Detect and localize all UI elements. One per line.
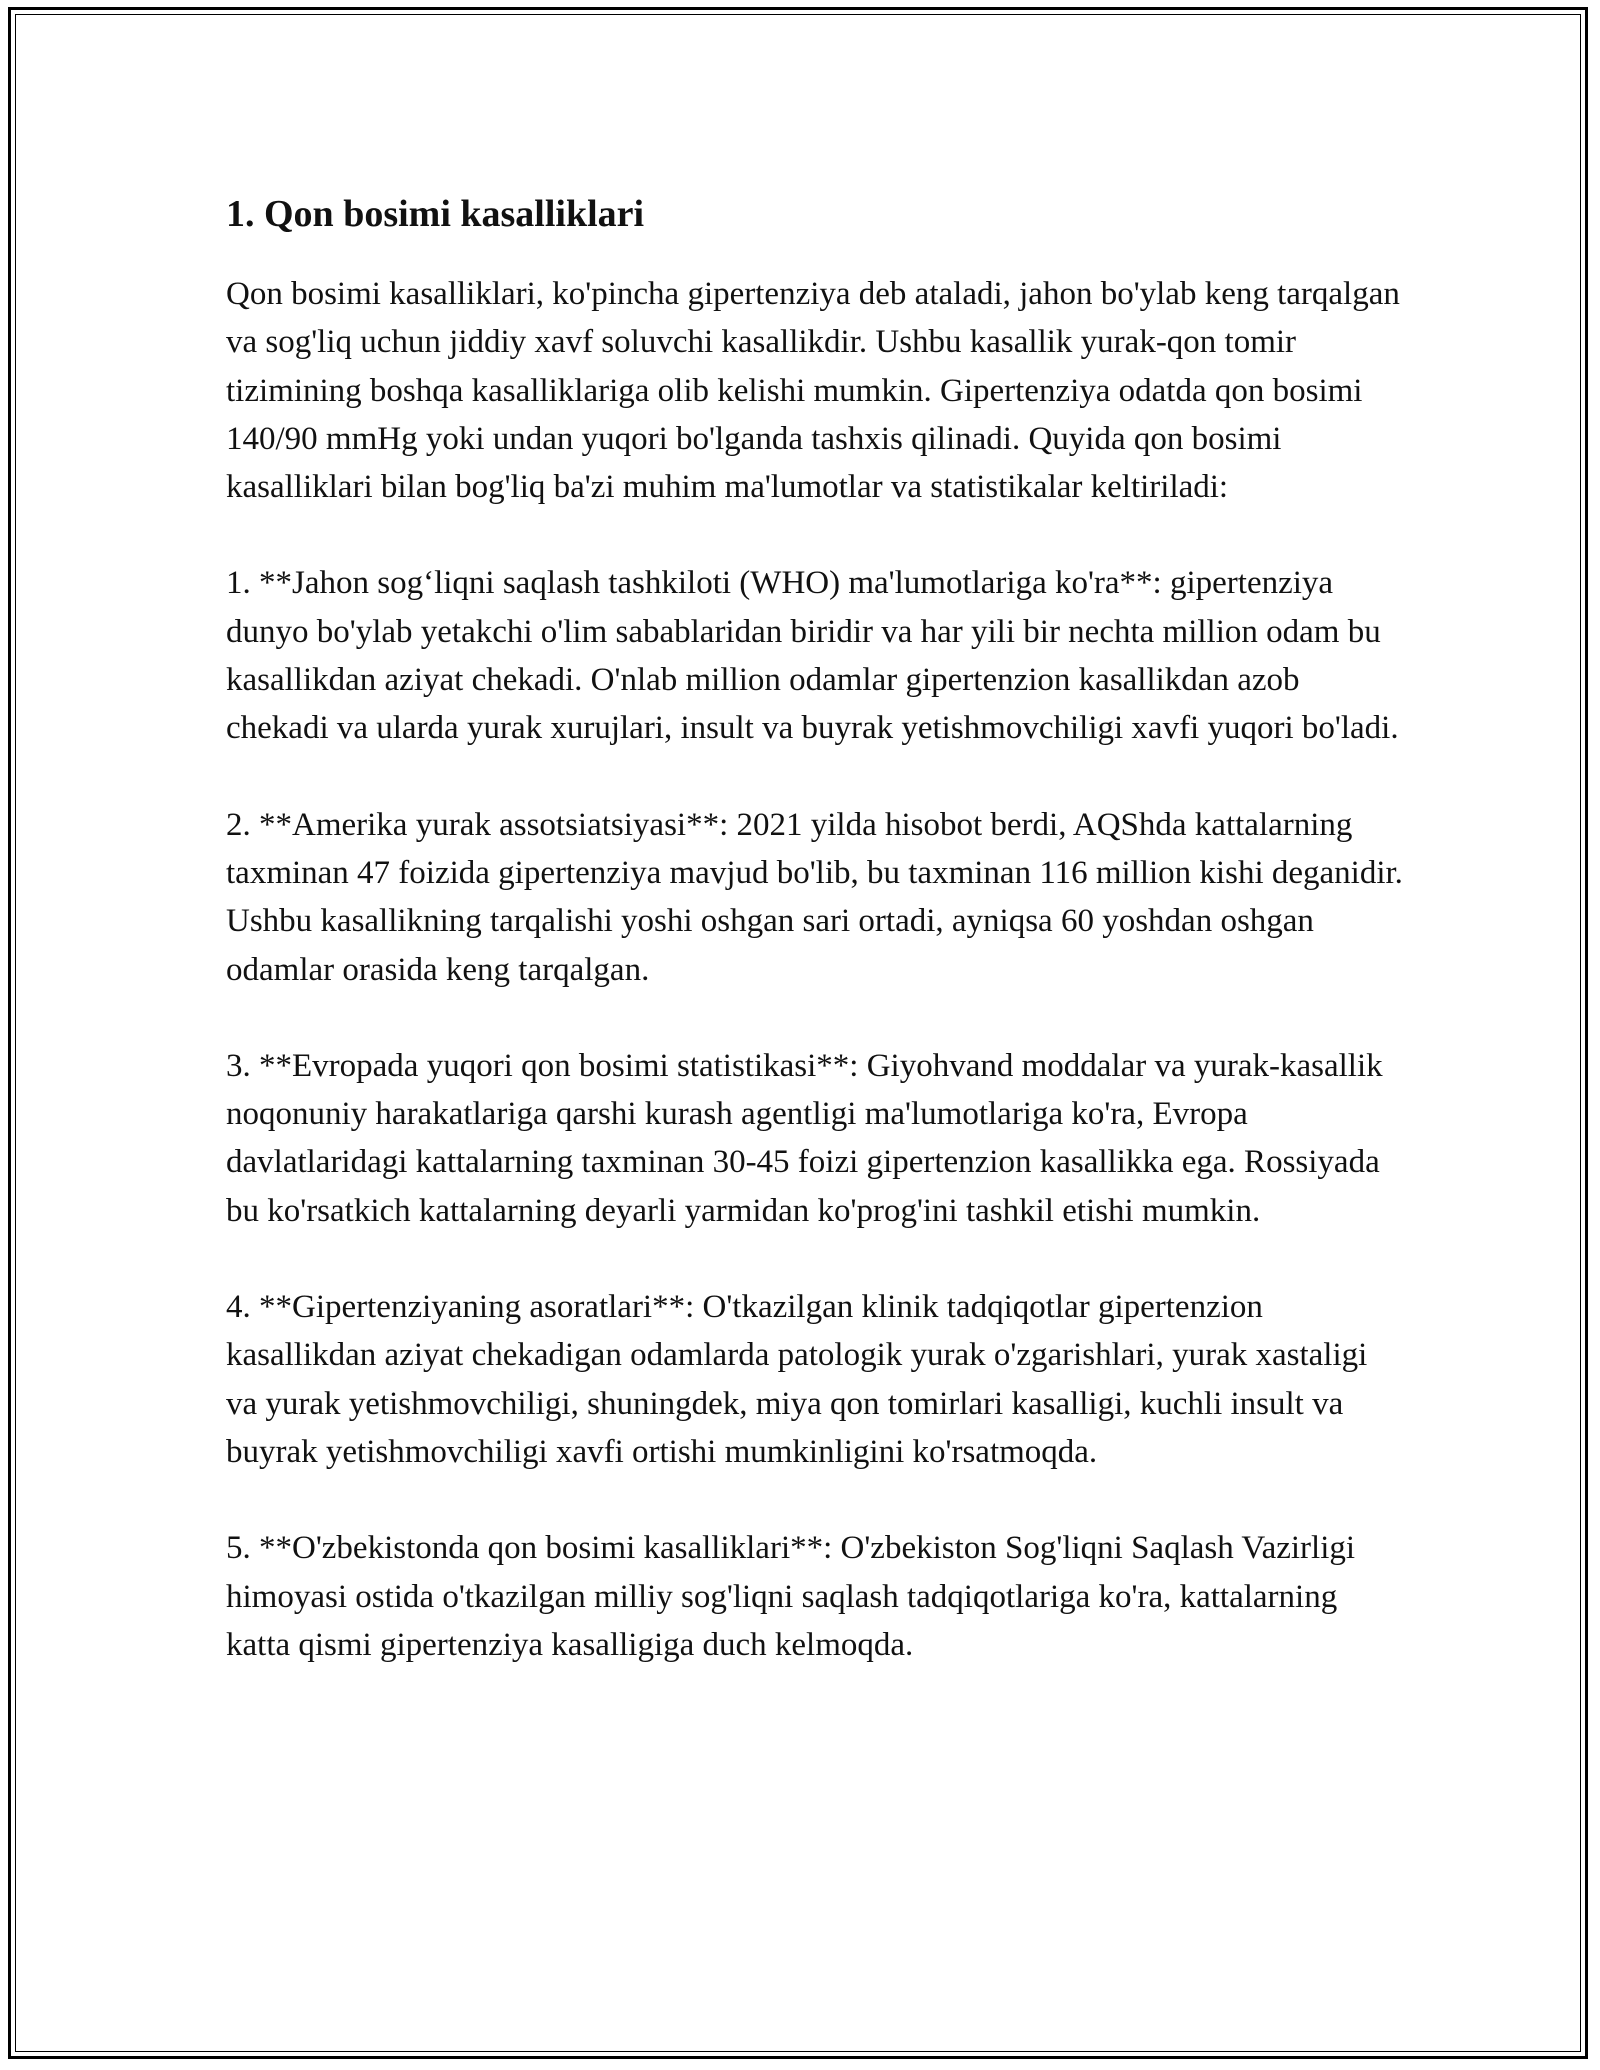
paragraph-aha: 2. **Amerika yurak assotsiatsiyasi**: 2021 yilda hisobot berdi, AQShda kattalarning taxminan 47 foizida gipertenziya mavjud bo'lib, bu taxminan 116 million kishi deganidir. Ushbu kasallikning tarqalishi yoshi oshgan sari ortadi, ayniqsa 60 yoshdan oshgan odamlar orasida keng tarqalgan. (226, 806, 1403, 988)
paragraph-who: 1. **Jahon sog‘liqni saqlash tashkiloti (WHO) ma'lumotlariga ko'ra**: gipertenziya dunyo bo'ylab yetakchi o'lim sabablaridan biridir va har yili bir nechta million odam bu kasallikdan aziyat chekadi. O'nlab million odamlar gipertenzion kasallikdan azob chekadi va ularda yurak xurujlari, insult va buyrak yetishmovchiligi xavfi yuqori bo'ladi. (226, 565, 1399, 747)
paragraph-complications: 4. **Gipertenziyaning asoratlari**: O'tkazilgan klinik tadqiqotlar gipertenzion kasallikdan aziyat chekadigan odamlarda patologik yurak o'zgarishlari, yurak xastaligi va yurak yetishmovchiligi, shuningdek, miya qon tomirlari kasalligi, kuchli insult va buyrak yetishmovchiligi xavfi ortishi mumkinligini ko'rsatmoqda. (226, 1289, 1368, 1470)
intro-paragraph: Qon bosimi kasalliklari, ko'pincha gipertenziya deb ataladi, jahon bo'ylab keng tarqalgan va sog'liq uchun jiddiy xavf soluvchi kasallikdir. Ushbu kasallik yurak-qon tomir tizimining boshqa kasalliklariga olib kelishi mumkin. Gipertenziya odatda qon bosimi 140/90 mmHg yoki undan yuqori bo'lganda tashxis qilinadi. Quyida qon bosimi kasalliklari bilan bog'liq ba'zi muhim ma'lumotlar va statistikalar keltiriladi: (226, 276, 1400, 506)
document-title: 1. Qon bosimi kasalliklari (226, 193, 645, 235)
paragraph-europe: 3. **Evropada yuqori qon bosimi statistikasi**: Giyohvand moddalar va yurak-kasallik noqonuniy harakatlariga qarshi kurash agentligi ma'lumotlariga ko'ra, Evropa davlatlaridagi kattalarning taxminan 30-45 foizi gipertenzion kasallikka ega. Rossiyada bu ko'rsatkich kattalarning deyarli yarmidan ko'prog'ini tashkil etishi mumkin. (226, 1047, 1383, 1229)
document-body (226, 178, 1406, 1717)
paragraph-uzbekistan: 5. **O'zbekistonda qon bosimi kasalliklari**: O'zbekiston Sog'liqni Saqlash Vazirligi himoyasi ostida o'tkazilgan milliy sog'liqni saqlash tadqiqotlariga ko'ra, kattalarning katta qismi gipertenziya kasalligiga duch kelmoqda. (226, 1530, 1356, 1663)
